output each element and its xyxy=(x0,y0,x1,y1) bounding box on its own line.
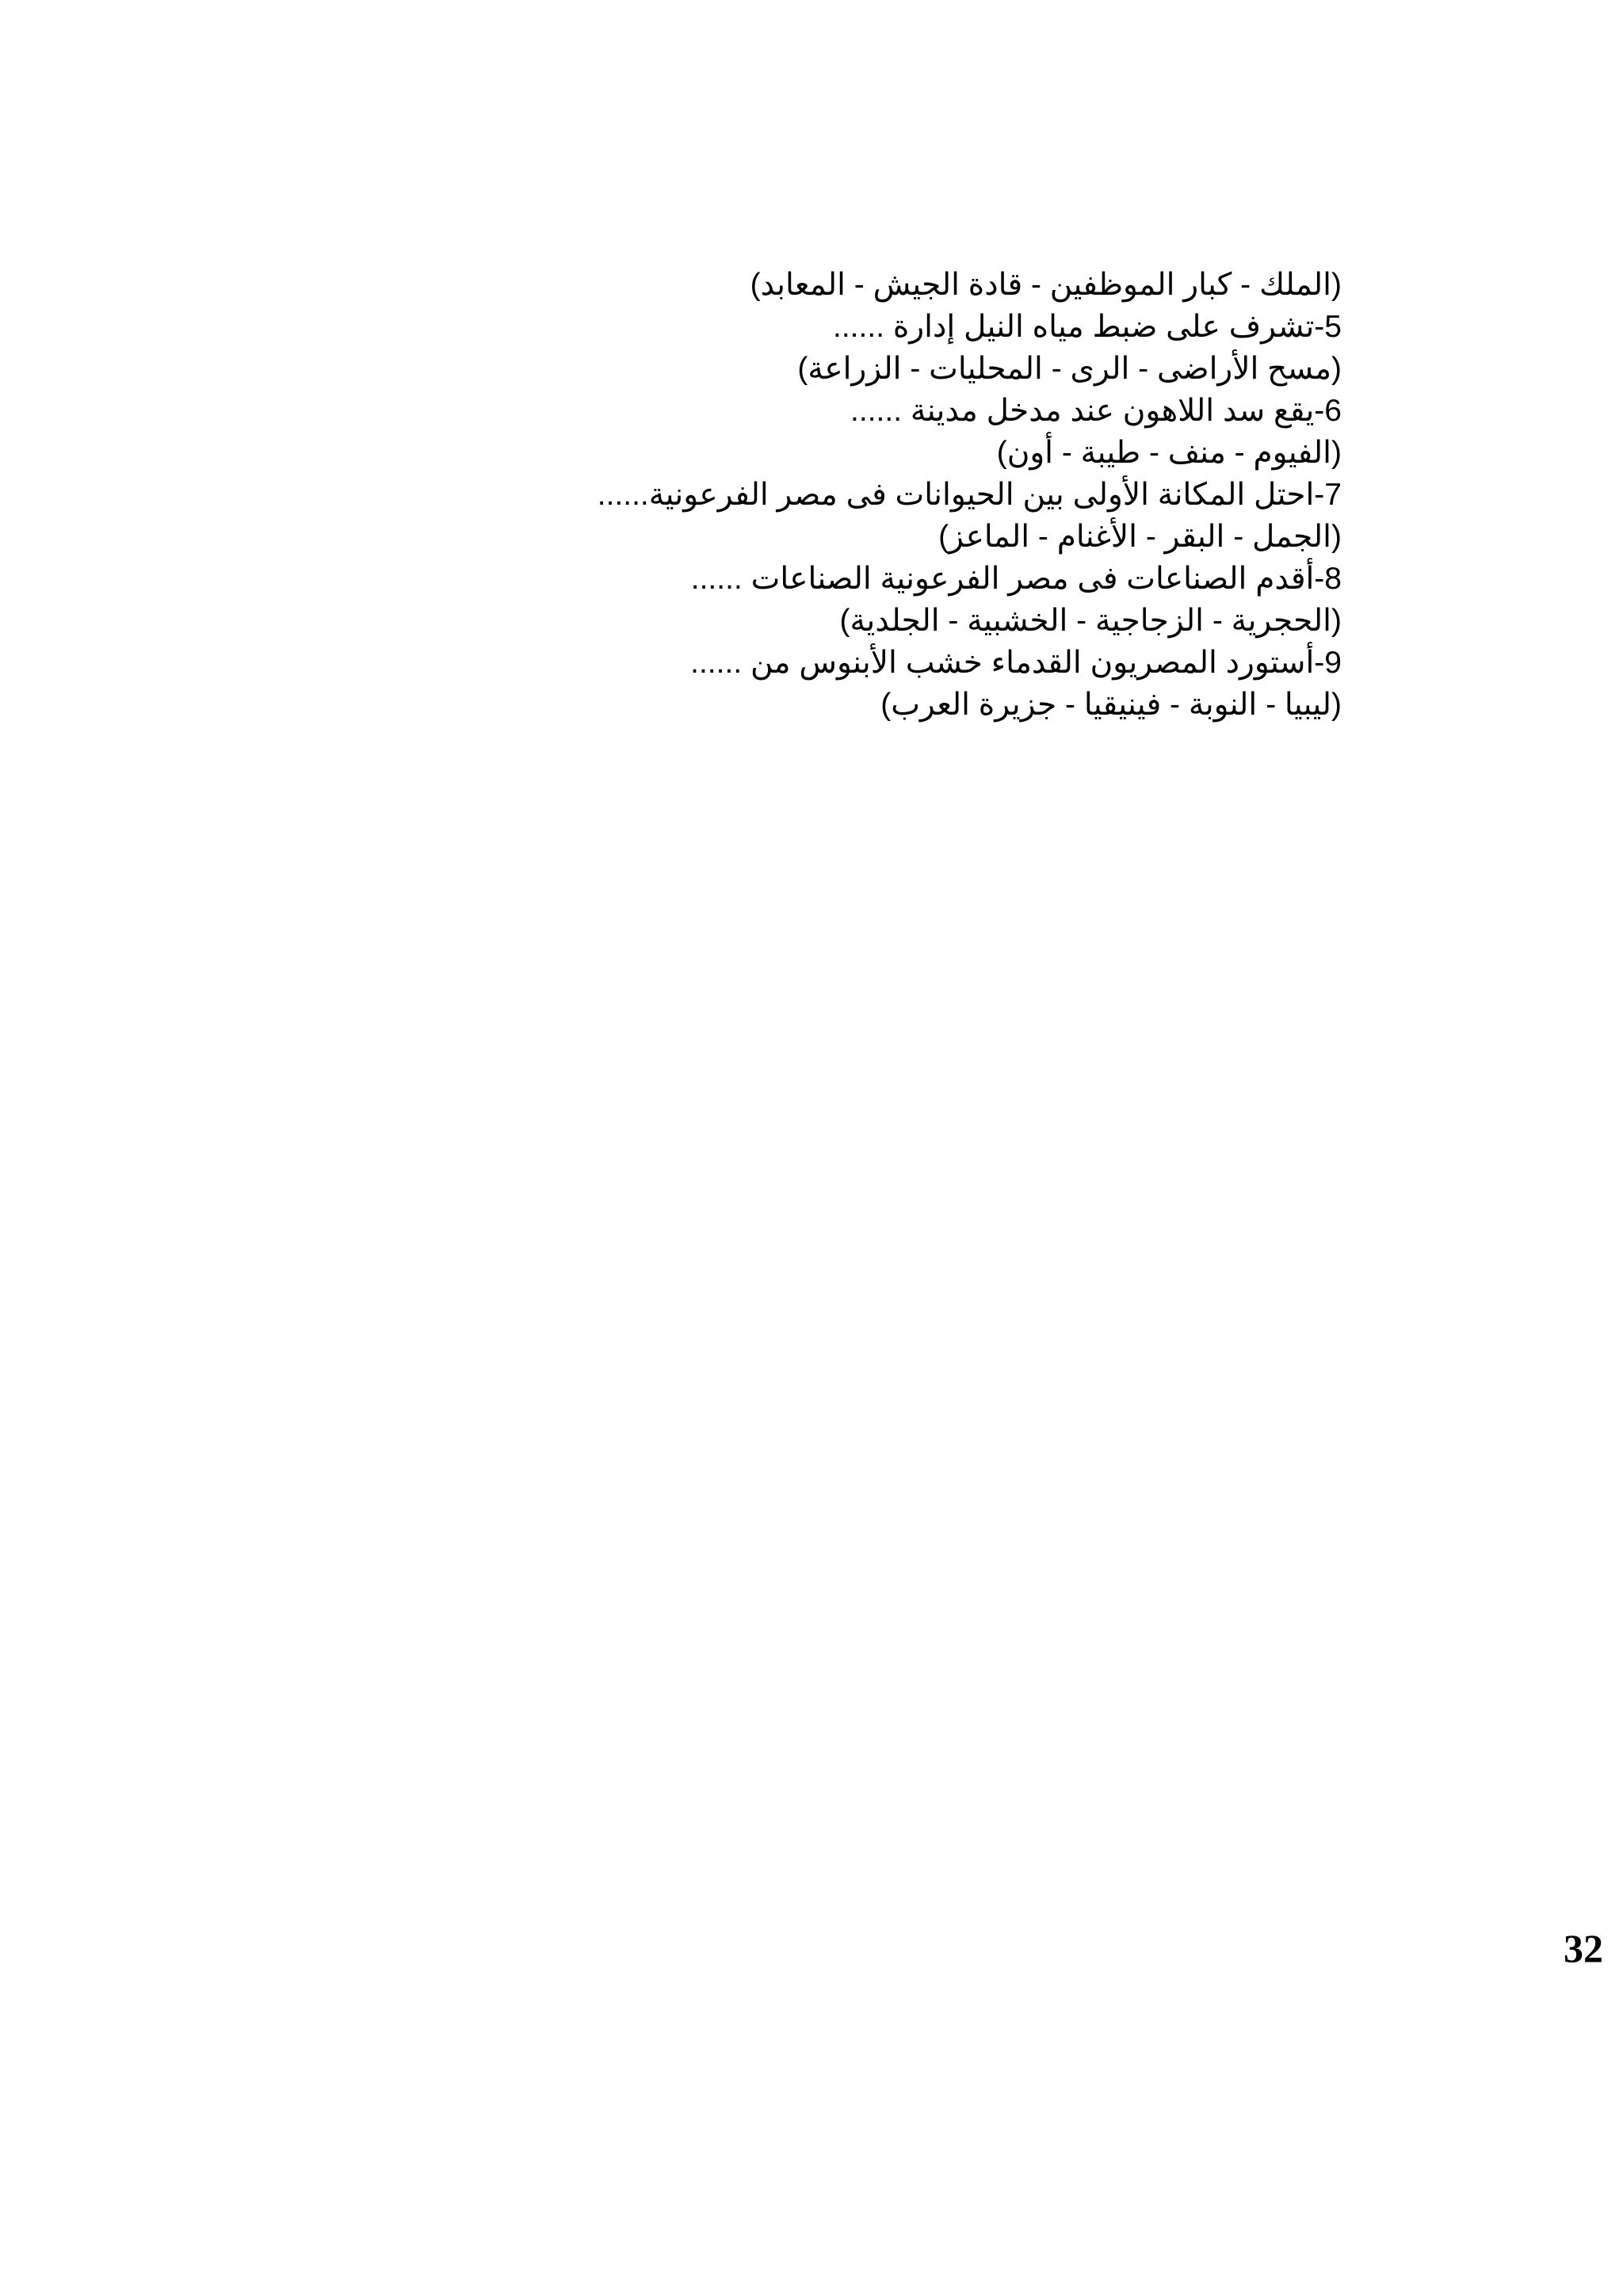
question-6: 6-يقع سد اللاهون عند مدخل مدينة ...... xyxy=(850,394,1342,428)
question-9: 9-أستورد المصريون القدماء خشب الأبنوس من ...... xyxy=(690,646,1342,680)
answer-choices-6: (الفيوم - منف - طيبة - أون) xyxy=(996,436,1342,470)
question-5: 5-تشرف على ضبط مياه النيل إدارة ...... xyxy=(833,310,1342,344)
answer-choices-9: (ليبيا - النوبة - فينيقيا - جزيرة العرب) xyxy=(880,688,1342,722)
answer-choices-5: (مسح الأراضى - الرى - المحليات - الزراعة) xyxy=(797,352,1342,386)
answer-choices-4: (الملك - كبار الموظفين - قادة الجيش - المعابد) xyxy=(750,268,1342,302)
answer-choices-7: (الجمل - البقر - الأغنام - الماعز) xyxy=(938,520,1342,554)
question-list xyxy=(74,264,1342,726)
answer-choices-8: (الحجرية - الزجاجية - الخشبية - الجلدية) xyxy=(839,604,1342,638)
page-number: 32 xyxy=(1564,1926,1603,1970)
question-7: 7-احتل المكانة الأولى بين الحيوانات فى مصر الفرعونية...... xyxy=(597,478,1342,512)
question-8: 8-أقدم الصناعات فى مصر الفرعونية الصناعات ...... xyxy=(690,562,1342,596)
